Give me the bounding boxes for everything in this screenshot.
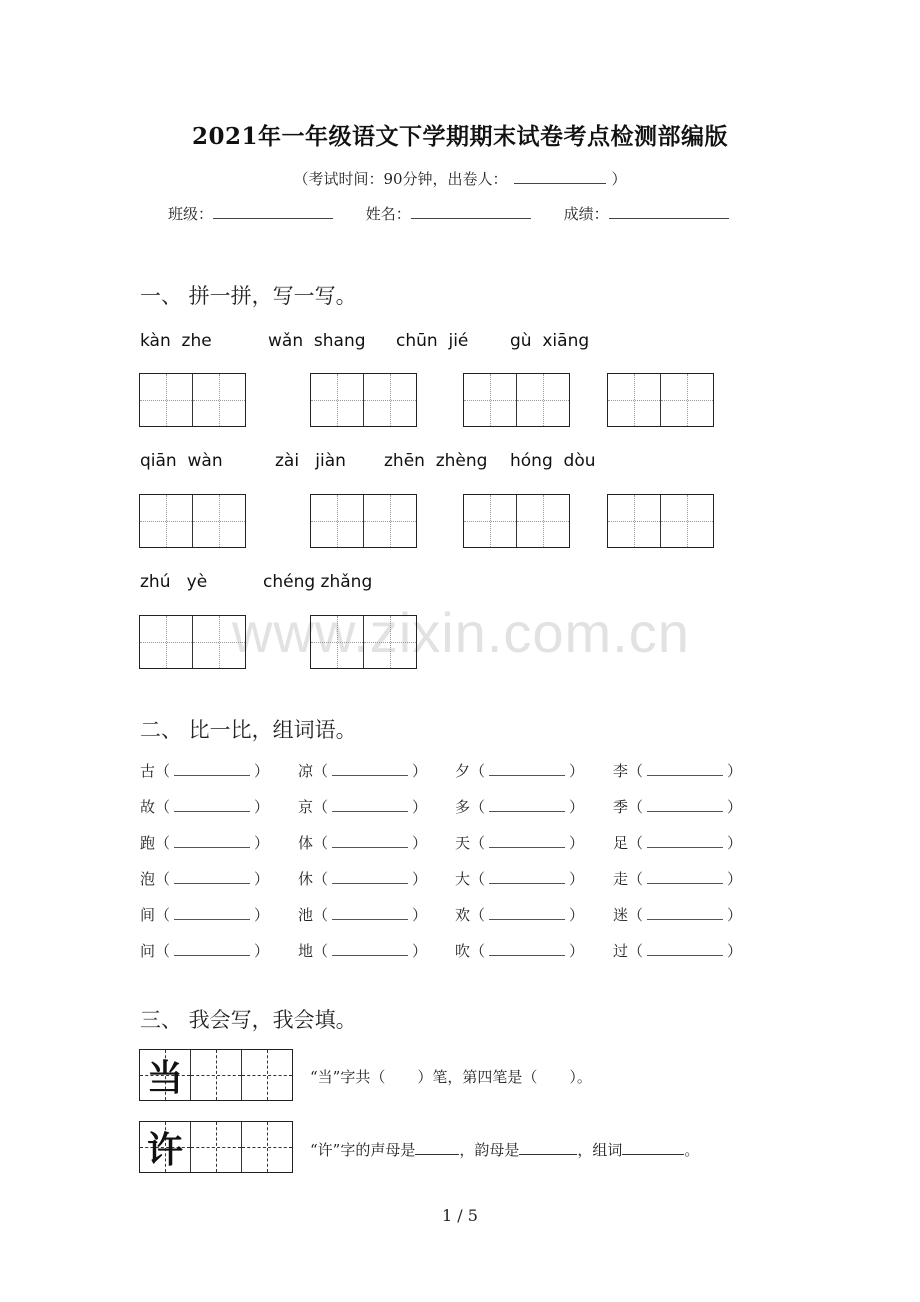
open-paren: （ [155,906,171,924]
word-answer-blank[interactable] [489,943,565,956]
close-paren: ） [727,798,743,816]
word-building-item [455,832,584,853]
open-paren: （ [155,870,171,888]
close-paren: ） [569,870,585,888]
open-paren: （ [313,834,329,852]
word-answer-blank[interactable] [174,835,250,848]
grid-cell[interactable] [190,1122,241,1172]
word-answer-blank[interactable] [332,799,408,812]
open-paren: （ [628,762,644,780]
pinyin-label: zhēn zhèng [384,451,488,471]
base-character: 凉 [298,762,314,780]
word-answer-blank[interactable] [332,871,408,884]
close-paren: ） [569,942,585,960]
base-character: 间 [140,906,156,924]
close-paren: ） [254,942,270,960]
open-paren: （ [470,762,486,780]
close-paren: ） [727,942,743,960]
open-paren: （ [470,906,486,924]
pinyin-label: zài jiàn [275,451,346,471]
base-character: 足 [613,834,629,852]
open-paren: （ [628,870,644,888]
subtitle-prefix: （考试时间：90分钟，出卷人： [293,170,508,188]
grid-cell[interactable] [192,374,245,426]
grid-cell[interactable] [516,374,569,426]
writing-grid[interactable] [310,615,417,669]
open-paren: （ [628,798,644,816]
open-paren: （ [155,834,171,852]
question-text: ）笔，第四笔是（ [417,1068,538,1086]
word-building-item [613,940,742,961]
grid-cell[interactable] [660,495,713,547]
word-answer-blank[interactable] [332,943,408,956]
close-paren: ） [727,906,743,924]
grid-cell[interactable] [516,495,569,547]
word-answer-blank[interactable] [647,871,723,884]
name-field [366,203,531,224]
page-title: 2021年一年级语文下学期期末试卷考点检测部编版 [191,123,728,150]
name-blank[interactable] [411,204,531,219]
close-paren: ） [569,798,585,816]
close-paren: ） [412,870,428,888]
base-character: 池 [298,906,314,924]
question-pinyin-parts [310,1139,699,1160]
base-character: 夕 [455,762,471,780]
pinyin-label: zhú yè [140,572,208,592]
open-paren: （ [313,798,329,816]
grid-cell[interactable] [241,1122,292,1172]
close-paren: ） [727,762,743,780]
word-building-item [455,760,584,781]
base-character: 泡 [140,870,156,888]
grid-cell[interactable] [140,495,192,547]
word-answer-blank[interactable] [647,835,723,848]
word-answer-blank[interactable] [489,907,565,920]
close-paren: ） [412,762,428,780]
grid-cell[interactable] [241,1050,292,1100]
word-answer-blank[interactable] [647,907,723,920]
model-character: 当 [146,1057,183,1099]
writing-grid[interactable] [310,373,417,427]
word-building-item [140,868,269,889]
close-paren: ） [727,834,743,852]
base-character: 吹 [455,942,471,960]
grid-cell[interactable] [311,374,363,426]
open-paren: （ [155,798,171,816]
base-character: 大 [455,870,471,888]
open-paren: （ [470,834,486,852]
word-answer-blank[interactable] [174,799,250,812]
word-building-item [298,868,427,889]
close-paren: ） [569,906,585,924]
pinyin-label: qiān wàn [140,451,223,471]
grid-cell[interactable] [140,374,192,426]
question-stroke-count [310,1066,592,1087]
word-building-item [298,904,427,925]
word-building-item [455,904,584,925]
score-field [564,203,729,224]
grid-cell[interactable] [660,374,713,426]
word-answer-blank[interactable] [332,835,408,848]
word-answer-blank[interactable] [174,871,250,884]
word-answer-blank[interactable] [647,943,723,956]
grid-cell[interactable] [608,374,660,426]
name-label: 姓名： [365,205,411,223]
class-label: 班级： [168,205,214,223]
exam-subtitle [0,168,920,189]
close-paren: ） [569,834,585,852]
writing-grid[interactable] [607,373,714,427]
writing-grid[interactable] [139,494,246,548]
word-answer-blank[interactable] [174,907,250,920]
word-building-item [298,760,427,781]
close-paren: ） [254,762,270,780]
close-paren: ） [254,906,270,924]
open-paren: （ [155,942,171,960]
word-blank[interactable] [622,1142,684,1155]
word-answer-blank[interactable] [489,871,565,884]
subtitle-suffix: ） [611,170,627,188]
pinyin-label: chūn jié [396,331,469,351]
close-paren: ） [412,942,428,960]
base-character: 迷 [613,906,629,924]
close-paren: ） [254,798,270,816]
word-answer-blank[interactable] [332,907,408,920]
question-text: “当”字共（ [310,1068,386,1086]
word-building-item [140,832,269,853]
initial-blank[interactable] [415,1142,459,1155]
base-character: 过 [613,942,629,960]
close-paren: ） [254,870,270,888]
writing-grid[interactable] [310,494,417,548]
grid-cell[interactable] [464,374,516,426]
base-character: 休 [298,870,314,888]
score-blank[interactable] [609,204,729,219]
open-paren: （ [313,762,329,780]
base-character: 体 [298,834,314,852]
pinyin-label: kàn zhe [140,331,212,351]
base-character: 李 [613,762,629,780]
open-paren: （ [470,942,486,960]
word-building-item [140,796,269,817]
watermark: www.zixin.com.cn [232,601,690,664]
section1-heading: 一、 拼一拼，写一写。 [140,284,357,308]
writing-grid[interactable] [139,615,246,669]
question-text: ）。 [569,1068,592,1086]
score-label: 成绩： [563,205,609,223]
question-text: ，组词 [577,1141,623,1159]
writing-grid[interactable] [139,373,246,427]
open-paren: （ [470,798,486,816]
base-character: 故 [140,798,156,816]
word-answer-blank[interactable] [489,799,565,812]
word-building-item [140,940,269,961]
word-answer-blank[interactable] [332,763,408,776]
grid-cell[interactable] [311,616,363,668]
writing-grid[interactable] [463,494,570,548]
question-text: ，韵母是 [459,1141,520,1159]
word-building-item [613,832,742,853]
grid-cell[interactable] [140,1050,190,1100]
word-answer-blank[interactable] [489,763,565,776]
word-building-item [613,796,742,817]
section2-heading: 二、 比一比，组词语。 [140,718,357,742]
word-building-item [613,904,742,925]
open-paren: （ [470,870,486,888]
page-number: 1 / 5 [442,1206,478,1225]
author-blank[interactable] [514,169,606,184]
word-answer-blank[interactable] [647,763,723,776]
grid-cell[interactable] [192,495,245,547]
base-character: 天 [455,834,471,852]
section3-heading: 三、 我会写，我会填。 [140,1008,357,1032]
base-character: 走 [613,870,629,888]
word-building-item [455,940,584,961]
grid-cell[interactable] [363,616,416,668]
close-paren: ） [254,834,270,852]
word-building-item [140,904,269,925]
open-paren: （ [313,942,329,960]
open-paren: （ [628,834,644,852]
base-character: 多 [455,798,471,816]
word-answer-blank[interactable] [647,799,723,812]
word-building-item [140,760,269,781]
class-field [168,203,333,224]
grid-cell[interactable] [608,495,660,547]
base-character: 京 [298,798,314,816]
final-blank[interactable] [519,1142,577,1155]
close-paren: ） [412,798,428,816]
question-text: 。 [684,1141,700,1159]
pinyin-label: chéng zhǎng [263,572,373,592]
word-building-item [613,868,742,889]
open-paren: （ [313,870,329,888]
open-paren: （ [628,906,644,924]
word-building-item [298,940,427,961]
grid-cell[interactable] [140,1122,190,1172]
open-paren: （ [155,762,171,780]
class-blank[interactable] [213,204,333,219]
word-answer-blank[interactable] [174,943,250,956]
base-character: 跑 [140,834,156,852]
base-character: 季 [613,798,629,816]
stroke-practice-grid[interactable] [139,1121,293,1173]
grid-cell[interactable] [464,495,516,547]
word-answer-blank[interactable] [489,835,565,848]
word-building-item [298,796,427,817]
grid-cell[interactable] [192,616,245,668]
close-paren: ） [412,906,428,924]
writing-grid[interactable] [607,494,714,548]
base-character: 地 [298,942,314,960]
close-paren: ） [569,762,585,780]
open-paren: （ [313,906,329,924]
close-paren: ） [727,870,743,888]
student-info-row [168,203,729,224]
pinyin-label: gù xiāng [510,331,590,351]
word-building-item [455,868,584,889]
model-character: 许 [146,1129,183,1171]
word-answer-blank[interactable] [174,763,250,776]
grid-cell[interactable] [363,374,416,426]
writing-grid[interactable] [463,373,570,427]
base-character: 问 [140,942,156,960]
pinyin-label: wǎn shang [268,331,366,351]
grid-cell[interactable] [190,1050,241,1100]
base-character: 欢 [455,906,471,924]
open-paren: （ [628,942,644,960]
close-paren: ） [412,834,428,852]
grid-cell[interactable] [140,616,192,668]
base-character: 古 [140,762,156,780]
grid-cell[interactable] [363,495,416,547]
word-building-item [455,796,584,817]
pinyin-label: hóng dòu [510,451,596,471]
question-text: “许”字的声母是 [310,1141,416,1159]
word-building-item [613,760,742,781]
stroke-practice-grid[interactable] [139,1049,293,1101]
word-building-item [298,832,427,853]
grid-cell[interactable] [311,495,363,547]
